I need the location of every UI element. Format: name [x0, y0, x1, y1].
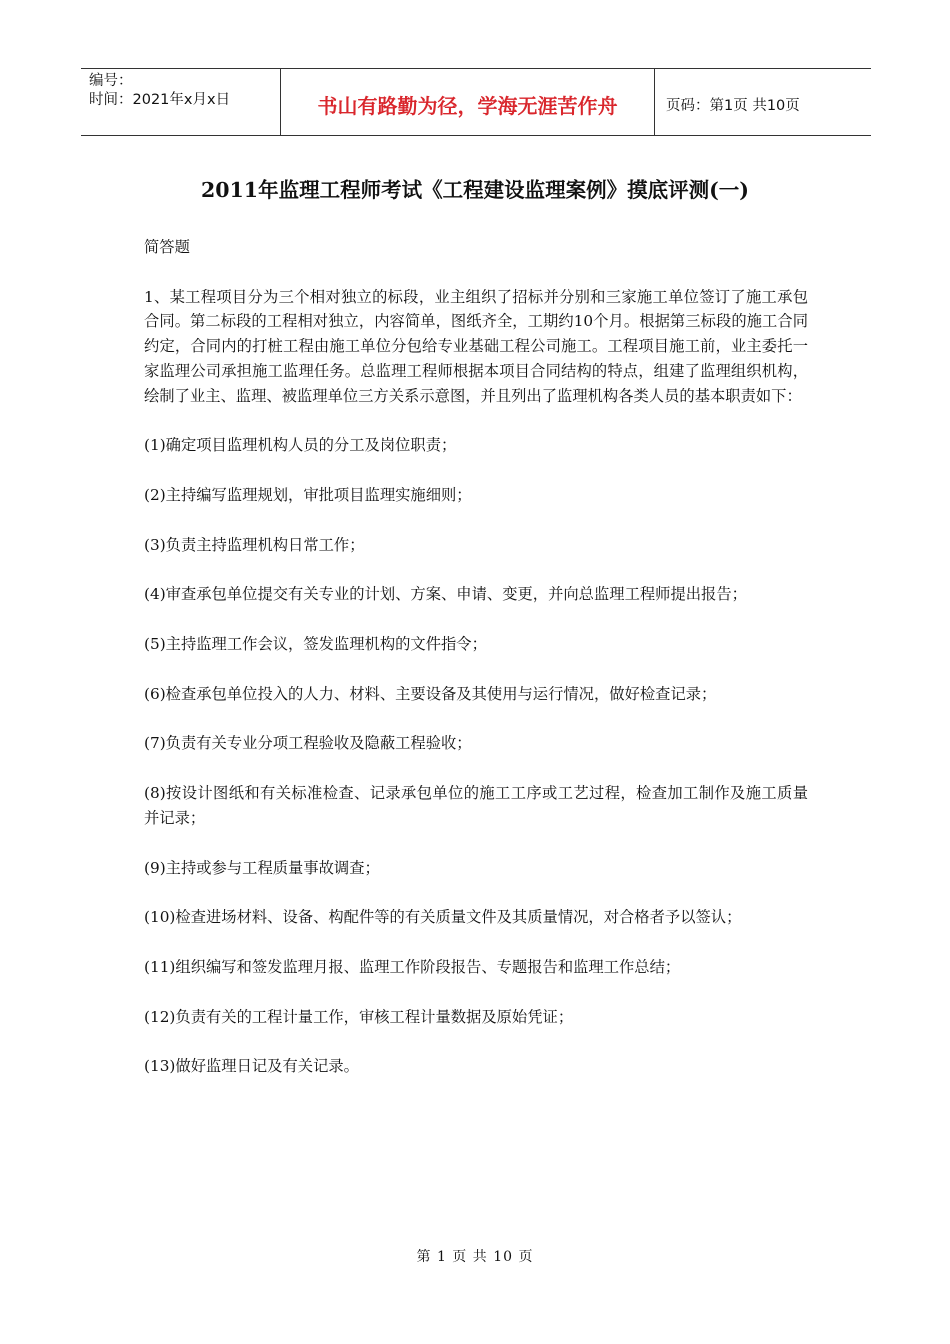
header-motto-cell	[281, 69, 655, 135]
duty-item: (12)负责有关的工程计量工作，审核工程计量数据及原始凭证；	[144, 1007, 574, 1026]
duty-item: (4)审查承包单位提交有关专业的计划、方案、申请、变更，并向总监理工程师提出报告；	[144, 585, 747, 604]
header-info-cell	[81, 69, 281, 135]
document-body	[144, 235, 808, 1104]
header-motto: 书山有路勤为径，学海无涯苦作舟	[317, 93, 618, 118]
duty-item: (3)负责主持监理机构日常工作；	[144, 535, 365, 554]
duty-item: (5)主持监理工作会议，签发监理机构的文件指令；	[144, 635, 487, 654]
duty-item: (8)按设计图纸和有关标准检查、记录承包单位的施工工序或工艺过程，检查加工制作及施工质量并记录；	[144, 784, 808, 827]
duty-item: (2)主持编写监理规划，审批项目监理实施细则；	[144, 485, 472, 504]
document-title: 2011年监理工程师考试《工程建设监理案例》摸底评测(一)	[201, 178, 749, 202]
duty-item: (6)检查承包单位投入的人力、材料、主要设备及其使用与运行情况，做好检查记录；	[144, 684, 717, 703]
header-table	[81, 68, 871, 136]
header-page-info: 页码：第1页 共10页	[666, 97, 800, 114]
document-date-label: 时间：2021年x月x日	[89, 92, 231, 108]
duty-item: (10)检查进场材料、设备、构配件等的有关质量文件及其质量情况，对合格者予以签认；	[144, 908, 742, 927]
section-heading: 简答题	[144, 238, 190, 256]
duty-item: (13)做好监理日记及有关记录。	[144, 1057, 359, 1076]
header-page-cell	[655, 69, 871, 135]
duty-item: (9)主持或参与工程质量事故调查；	[144, 858, 380, 877]
question-paragraph: 1、某工程项目分为三个相对独立的标段，业主组织了招标并分别和三家施工单位签订了施工承包合同。第二标段的工程相对独立，内容简单，图纸齐全，工期约10个月。根据第三标段的施工合同约定，合同内的打桩工程由施工单位分包给专业基础工程公司施工。工程项目施工前，业主委托一家监理公司承担施工监理任务。总监理工程师根据本项目合同结构的特点，组建了监理组织机构，绘制了业主、监理、被监理单位三方关系示意图，并且列出了监理机构各类人员的基本职责如下：	[144, 287, 808, 405]
duty-item: (1)确定项目监理机构人员的分工及岗位职责；	[144, 436, 457, 455]
duty-item: (7)负责有关专业分项工程验收及隐蔽工程验收；	[144, 734, 472, 753]
duty-item: (11)组织编写和签发监理月报、监理工作阶段报告、专题报告和监理工作总结；	[144, 957, 681, 976]
document-number-label: 编号：	[89, 73, 133, 89]
page-footer: 第 1 页 共 10 页	[416, 1249, 534, 1265]
